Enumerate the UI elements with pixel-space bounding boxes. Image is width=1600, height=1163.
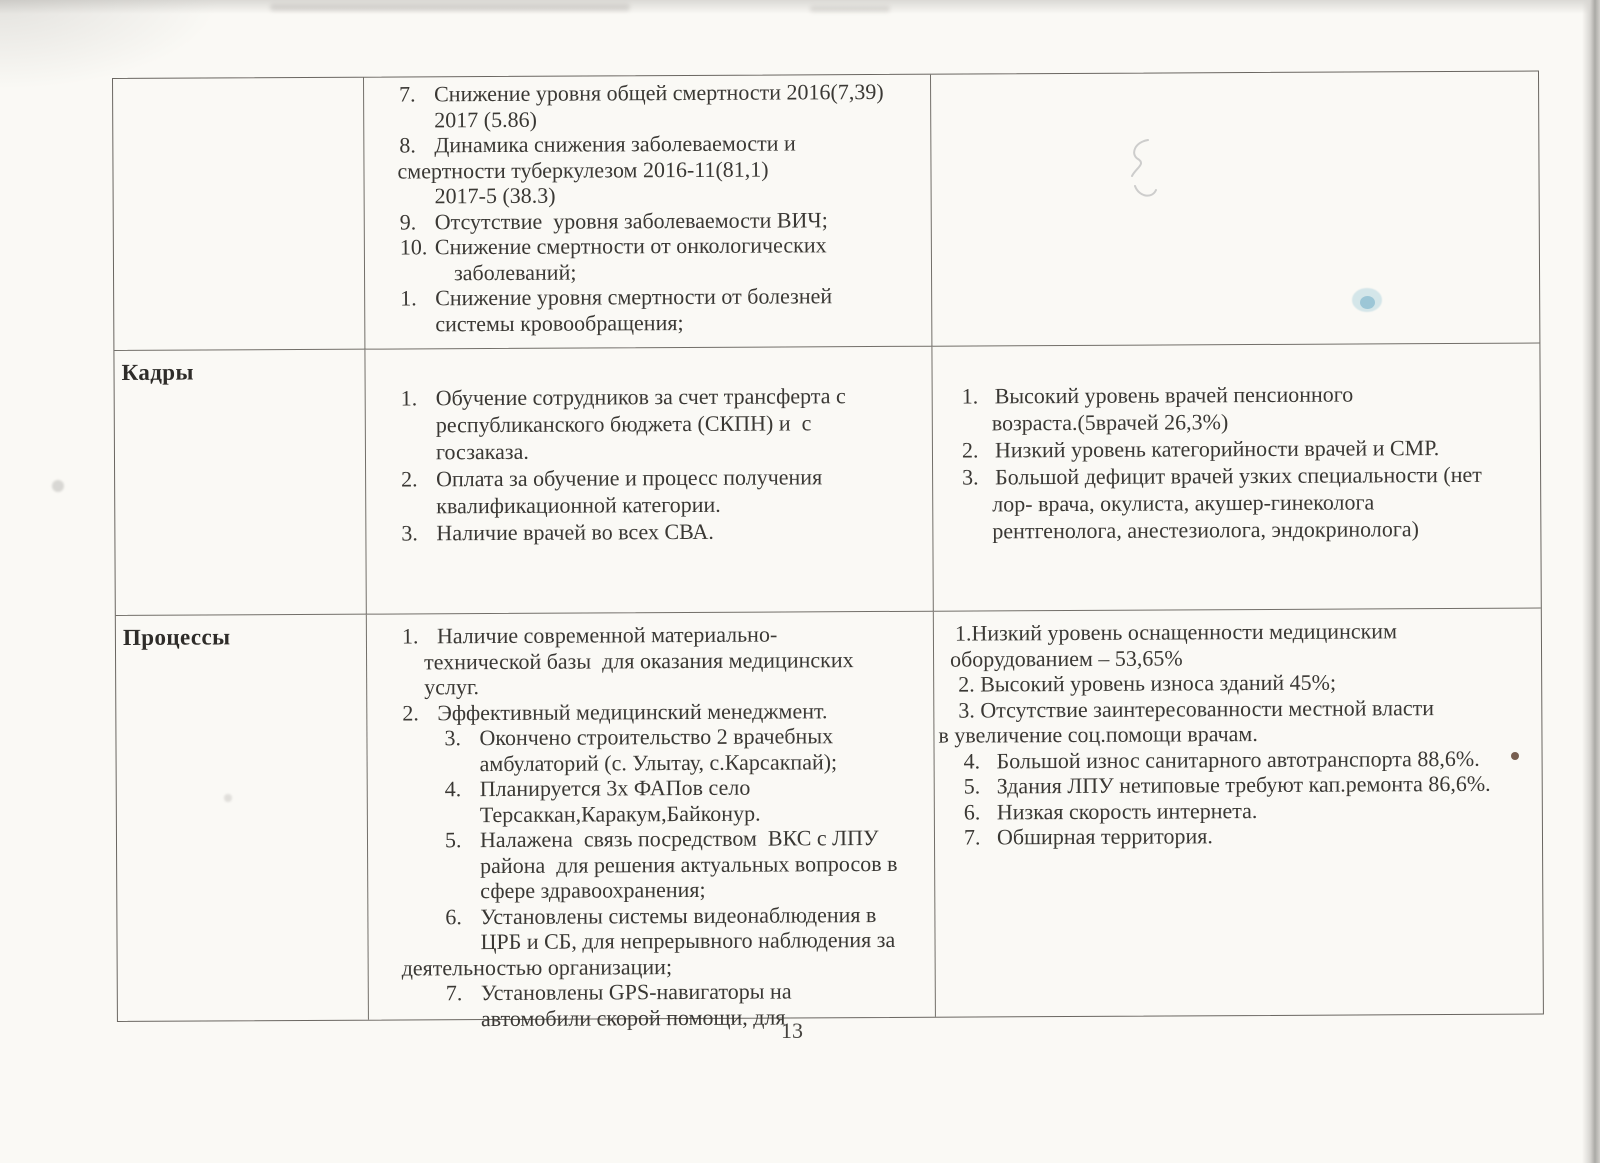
list-line: 6. Установлены системы видеонаблюдения в xyxy=(445,901,877,929)
scan-artifact-speck xyxy=(52,480,64,492)
list-line: 10. Снижение смертности от онкологических xyxy=(399,232,827,260)
list-line: сфере здравоохранения; xyxy=(480,876,706,904)
list-line: в увеличение соц.помощи врачам. xyxy=(938,721,1258,748)
page-number: 13 xyxy=(781,1018,803,1043)
list-line: Терсаккан,Каракум,Байконур. xyxy=(479,800,761,827)
list-line: 2. Оплата за обучение и процесс получения xyxy=(401,464,823,492)
list-line: 3. Наличие врачей во всех СВА. xyxy=(401,518,714,546)
list-line: 7. Снижение уровня общей смертности 2016(7,39) xyxy=(399,78,884,107)
scan-edge-shadow xyxy=(1582,0,1600,1163)
row1-header-cell xyxy=(113,78,365,351)
list-line: 2017-5 (38.3) xyxy=(434,182,556,209)
list-line: республиканского бюджета (СКПН) и с xyxy=(435,410,812,438)
list-line: заболеваний; xyxy=(453,259,577,285)
list-line: 3. Большой дефицит врачей узких специальности (нет xyxy=(962,461,1482,490)
list-line: 2017 (5.86) xyxy=(434,106,537,132)
list-line: 1. Обучение сотрудников за счет трансферта с xyxy=(400,383,846,411)
row3-weaknesses-cell xyxy=(934,609,1543,1017)
list-line: 2. Эффективный медицинский менеджмент. xyxy=(402,697,828,725)
list-line: возраста.(5врачей 26,3%) xyxy=(991,409,1229,436)
list-line: 5. Здания ЛПУ нетиповые требуют кап.ремонта 86,6%. xyxy=(963,770,1491,799)
row-label-protsessy: Процессы xyxy=(122,624,231,650)
list-line: 1.Низкий уровень оснащенности медицинским xyxy=(954,618,1398,646)
list-line: 4. Большой износ санитарного автотранспорта 88,6%. xyxy=(963,745,1480,774)
list-line: лор- врача, окулиста, акушер-гинеколога xyxy=(992,489,1375,517)
scan-top-shadow xyxy=(0,0,1600,14)
row2-weaknesses-cell xyxy=(932,344,1540,612)
scan-smudge xyxy=(270,4,630,11)
list-line: 2. Низкий уровень категорийности врачей и СМР. xyxy=(961,435,1440,463)
row-label-kadry: Кадры xyxy=(121,359,194,385)
list-line: 6. Низкая скорость интернета. xyxy=(963,797,1258,825)
list-line: автомобили скорой помощи, для xyxy=(480,1003,786,1031)
list-line: 7. Обширная территория. xyxy=(963,823,1213,850)
list-line: смертности туберкулезом 2016-11(81,1) xyxy=(397,156,769,184)
list-line: 3. Окончено строительство 2 врачебных xyxy=(444,723,834,751)
list-line: 9. Отсутствие уровня заболеваемости ВИЧ; xyxy=(399,206,828,234)
row1-strengths-cell xyxy=(364,75,932,350)
list-line: 5. Налажена связь посредством ВКС с ЛПУ xyxy=(444,824,879,853)
row3-header-cell xyxy=(116,615,369,1021)
row2-header-cell xyxy=(114,350,366,616)
list-line: системы кровообращения; xyxy=(435,309,684,336)
list-line: амбулаторий (с. Улытау, с.Карсакпай); xyxy=(479,748,838,776)
list-line: 2. Высокий уровень износа зданий 45%; xyxy=(958,669,1337,697)
scan-artifact-ink-blob-core xyxy=(1360,296,1375,309)
list-line: квалификационной категории. xyxy=(436,491,721,519)
list-line: деятельностью организации; xyxy=(401,953,673,980)
list-line: услуг. xyxy=(424,674,480,700)
scan-artifact-squiggle xyxy=(1120,132,1166,212)
scan-smudge xyxy=(810,6,890,12)
list-line: оборудованием – 53,65% xyxy=(949,644,1183,672)
scan-artifact-speck xyxy=(224,794,232,802)
list-line: 4. Планируется 3х ФАПов село xyxy=(444,774,751,802)
list-line: 1. Снижение уровня смертности от болезней xyxy=(400,283,833,311)
list-line: 1. Наличие современной материально- xyxy=(401,621,778,649)
list-line: 1. Высокий уровень врачей пенсионного xyxy=(961,381,1354,409)
list-line: ЦРБ и СБ, для непрерывного наблюдения за xyxy=(480,926,896,955)
list-line: технической базы для оказания медицинских xyxy=(423,646,854,674)
row2-strengths-cell xyxy=(365,347,933,615)
list-line: 8. Динамика снижения заболеваемости и xyxy=(399,130,796,158)
list-line: 3. Отсутствие заинтересованности местной власти xyxy=(958,694,1435,723)
list-line: госзаказа. xyxy=(435,438,529,465)
list-line: 7. Установлены GPS-навигаторы на xyxy=(445,978,792,1006)
scan-artifact-speck xyxy=(1511,752,1519,760)
row1-weaknesses-cell xyxy=(931,72,1539,347)
scan-corner-shade xyxy=(0,0,220,90)
list-line: рентгенолога, анестезиолога, эндокринолога) xyxy=(992,516,1420,544)
list-line: района для решения актуальных вопросов в xyxy=(480,850,898,878)
